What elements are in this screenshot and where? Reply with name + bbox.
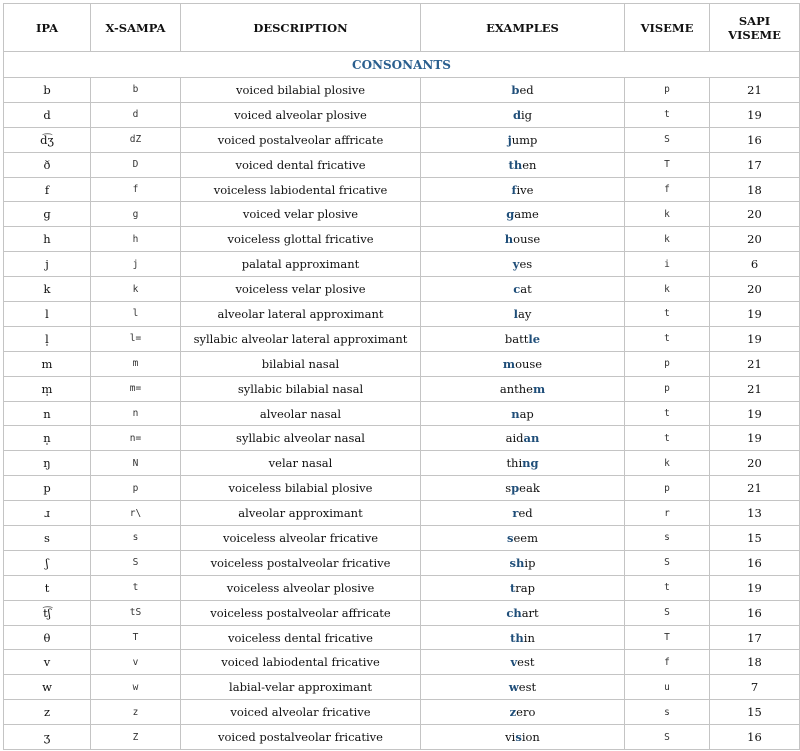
example-pre: vi	[505, 730, 516, 745]
example-post: at	[520, 282, 532, 297]
example-word	[421, 476, 625, 501]
viseme-code: i	[625, 252, 710, 277]
description-cell: syllabic alveolar nasal	[181, 426, 421, 451]
xsampa-code: b	[91, 78, 181, 103]
example-word	[421, 451, 625, 476]
table-row	[4, 700, 800, 725]
table-row	[4, 426, 800, 451]
example-hl: an	[523, 431, 540, 446]
example-word	[421, 501, 625, 526]
header-description: DESCRIPTION	[181, 4, 421, 52]
description-cell: palatal approximant	[181, 252, 421, 277]
header-ipa: IPA	[4, 4, 91, 52]
table-row	[4, 575, 800, 600]
header-xsampa: X-SAMPA	[91, 4, 181, 52]
example-pre: batt	[504, 331, 529, 346]
example-pre: thi	[506, 456, 523, 471]
sapi-viseme-number: 20	[710, 202, 800, 227]
ipa-symbol: m	[4, 351, 91, 376]
section-title: CONSONANTS	[4, 52, 800, 78]
description-cell: syllabic alveolar lateral approximant	[181, 326, 421, 351]
ipa-symbol: n̩	[4, 426, 91, 451]
example-post: ion	[521, 730, 540, 745]
sapi-viseme-number: 16	[710, 127, 800, 152]
description-cell: voiced alveolar plosive	[181, 102, 421, 127]
ipa-symbol: ɹ	[4, 501, 91, 526]
example-post: ig	[521, 107, 533, 122]
viseme-code: S	[625, 725, 710, 750]
table-row	[4, 326, 800, 351]
example-post: ump	[511, 132, 538, 147]
description-cell: voiceless velar plosive	[181, 277, 421, 302]
sapi-viseme-number: 17	[710, 152, 800, 177]
example-hl: l	[513, 306, 518, 321]
table-row	[4, 526, 800, 551]
viseme-code: t	[625, 426, 710, 451]
example-hl: b	[511, 82, 520, 97]
example-post: ero	[516, 705, 536, 720]
example-hl: g	[506, 207, 515, 222]
example-post: en	[522, 157, 537, 172]
ipa-symbol: ʒ	[4, 725, 91, 750]
table-row	[4, 227, 800, 252]
example-word	[421, 650, 625, 675]
table-row	[4, 376, 800, 401]
table-row	[4, 550, 800, 575]
description-cell: voiced alveolar fricative	[181, 700, 421, 725]
ipa-symbol: w	[4, 675, 91, 700]
ipa-symbol: ð	[4, 152, 91, 177]
example-post: es	[519, 257, 533, 272]
sapi-viseme-number: 21	[710, 476, 800, 501]
example-word	[421, 600, 625, 625]
xsampa-code: N	[91, 451, 181, 476]
header-viseme: VISEME	[625, 4, 710, 52]
description-cell: labial-velar approximant	[181, 675, 421, 700]
header-row	[4, 4, 800, 52]
table-row	[4, 78, 800, 103]
ipa-symbol: h	[4, 227, 91, 252]
viseme-code: p	[625, 351, 710, 376]
xsampa-code: m	[91, 351, 181, 376]
example-pre: s	[505, 481, 512, 496]
example-word	[421, 326, 625, 351]
xsampa-code: k	[91, 277, 181, 302]
ipa-symbol: l̩	[4, 326, 91, 351]
example-word	[421, 376, 625, 401]
example-post: art	[521, 605, 539, 620]
example-hl: th	[508, 157, 523, 172]
sapi-viseme-number: 20	[710, 227, 800, 252]
sapi-viseme-number: 19	[710, 426, 800, 451]
example-post: eak	[519, 481, 540, 496]
example-word	[421, 700, 625, 725]
xsampa-code: h	[91, 227, 181, 252]
example-hl: sh	[509, 555, 525, 570]
example-hl: d	[512, 107, 521, 122]
sapi-viseme-number: 19	[710, 326, 800, 351]
sapi-viseme-number: 16	[710, 725, 800, 750]
ipa-symbol: f	[4, 177, 91, 202]
description-cell: voiced dental fricative	[181, 152, 421, 177]
header-examples: EXAMPLES	[421, 4, 625, 52]
header-sapi-viseme	[710, 4, 800, 52]
sapi-viseme-number: 19	[710, 102, 800, 127]
description-cell: voiced postalveolar affricate	[181, 127, 421, 152]
sapi-viseme-number: 18	[710, 177, 800, 202]
xsampa-code: tS	[91, 600, 181, 625]
xsampa-code: S	[91, 550, 181, 575]
viseme-code: t	[625, 302, 710, 327]
viseme-code: f	[625, 650, 710, 675]
table-row	[4, 202, 800, 227]
sapi-viseme-number: 19	[710, 401, 800, 426]
ipa-symbol: d͡ʒ	[4, 127, 91, 152]
table-row	[4, 177, 800, 202]
sapi-viseme-number: 15	[710, 700, 800, 725]
viseme-code: u	[625, 675, 710, 700]
example-hl: t	[509, 580, 516, 595]
sapi-viseme-number: 18	[710, 650, 800, 675]
example-word	[421, 675, 625, 700]
sapi-viseme-number: 21	[710, 78, 800, 103]
header-sapi-line2: VISEME	[728, 27, 781, 42]
table-row	[4, 451, 800, 476]
example-pre: anthe	[499, 381, 533, 396]
ipa-table	[3, 3, 800, 750]
sapi-viseme-number: 17	[710, 625, 800, 650]
example-word	[421, 152, 625, 177]
description-cell: alveolar lateral approximant	[181, 302, 421, 327]
viseme-code: S	[625, 550, 710, 575]
table-row	[4, 675, 800, 700]
table-row	[4, 351, 800, 376]
description-cell: voiceless alveolar fricative	[181, 526, 421, 551]
xsampa-code: p	[91, 476, 181, 501]
description-cell: velar nasal	[181, 451, 421, 476]
description-cell: syllabic bilabial nasal	[181, 376, 421, 401]
xsampa-code: Z	[91, 725, 181, 750]
example-post: est	[517, 655, 535, 670]
example-hl: r	[512, 506, 519, 521]
description-cell: alveolar nasal	[181, 401, 421, 426]
example-word	[421, 252, 625, 277]
example-word	[421, 227, 625, 252]
table-row	[4, 152, 800, 177]
sapi-viseme-number: 21	[710, 351, 800, 376]
example-hl: ch	[506, 605, 522, 620]
example-post: eem	[513, 530, 538, 545]
ipa-symbol: p	[4, 476, 91, 501]
example-post: ame	[514, 207, 539, 222]
example-word	[421, 351, 625, 376]
example-word	[421, 625, 625, 650]
ipa-symbol: s	[4, 526, 91, 551]
example-hl: f	[511, 182, 517, 197]
example-hl: w	[508, 680, 519, 695]
xsampa-code: w	[91, 675, 181, 700]
table-row	[4, 625, 800, 650]
description-cell: voiceless postalveolar fricative	[181, 550, 421, 575]
sapi-viseme-number: 15	[710, 526, 800, 551]
description-cell: alveolar approximant	[181, 501, 421, 526]
table-row	[4, 127, 800, 152]
ipa-symbol: θ	[4, 625, 91, 650]
table-row	[4, 401, 800, 426]
table-row	[4, 476, 800, 501]
ipa-symbol: t	[4, 575, 91, 600]
example-word	[421, 78, 625, 103]
ipa-symbol: d	[4, 102, 91, 127]
sapi-viseme-number: 19	[710, 302, 800, 327]
viseme-code: S	[625, 600, 710, 625]
viseme-code: s	[625, 526, 710, 551]
xsampa-code: l=	[91, 326, 181, 351]
description-cell: voiceless glottal fricative	[181, 227, 421, 252]
xsampa-code: l	[91, 302, 181, 327]
section-row	[4, 52, 800, 78]
example-hl: s	[506, 530, 514, 545]
description-cell: voiced velar plosive	[181, 202, 421, 227]
description-cell: bilabial nasal	[181, 351, 421, 376]
viseme-code: p	[625, 476, 710, 501]
ipa-symbol: l	[4, 302, 91, 327]
description-cell: voiceless labiodental fricative	[181, 177, 421, 202]
description-cell: voiced labiodental fricative	[181, 650, 421, 675]
viseme-code: S	[625, 127, 710, 152]
sapi-viseme-number: 16	[710, 600, 800, 625]
example-post: ouse	[513, 232, 541, 247]
ipa-symbol: m̩	[4, 376, 91, 401]
table-row	[4, 102, 800, 127]
example-word	[421, 526, 625, 551]
example-post: est	[518, 680, 537, 695]
sapi-viseme-number: 20	[710, 451, 800, 476]
example-post: rap	[515, 580, 536, 595]
example-word	[421, 302, 625, 327]
sapi-viseme-number: 16	[710, 550, 800, 575]
example-word	[421, 202, 625, 227]
ipa-symbol: b	[4, 78, 91, 103]
example-word	[421, 127, 625, 152]
header-sapi-line1: SAPI	[738, 13, 771, 28]
xsampa-code: f	[91, 177, 181, 202]
ipa-symbol: z	[4, 700, 91, 725]
viseme-code: s	[625, 700, 710, 725]
xsampa-code: D	[91, 152, 181, 177]
example-word	[421, 177, 625, 202]
ipa-symbol: ʃ	[4, 550, 91, 575]
sapi-viseme-number: 6	[710, 252, 800, 277]
description-cell: voiceless postalveolar affricate	[181, 600, 421, 625]
example-hl: c	[513, 282, 521, 297]
description-cell: voiceless bilabial plosive	[181, 476, 421, 501]
description-cell: voiceless dental fricative	[181, 625, 421, 650]
sapi-viseme-number: 7	[710, 675, 800, 700]
example-hl: n	[511, 406, 520, 421]
example-hl: h	[504, 232, 514, 247]
xsampa-code: g	[91, 202, 181, 227]
ipa-symbol: k	[4, 277, 91, 302]
xsampa-code: j	[91, 252, 181, 277]
description-cell: voiced postalveolar fricative	[181, 725, 421, 750]
xsampa-code: z	[91, 700, 181, 725]
xsampa-code: n	[91, 401, 181, 426]
example-hl: ng	[522, 456, 539, 471]
table-row	[4, 302, 800, 327]
viseme-code: T	[625, 152, 710, 177]
example-post: in	[523, 630, 535, 645]
example-pre: aid	[505, 431, 524, 446]
example-hl: z	[509, 705, 517, 720]
example-hl: m	[532, 381, 546, 396]
example-word	[421, 401, 625, 426]
example-post: ed	[519, 82, 534, 97]
example-word	[421, 102, 625, 127]
viseme-code: k	[625, 451, 710, 476]
example-word	[421, 277, 625, 302]
table-row	[4, 252, 800, 277]
ipa-symbol: t͡ʃ	[4, 600, 91, 625]
example-hl: y	[512, 257, 520, 272]
viseme-code: t	[625, 102, 710, 127]
example-post: ive	[516, 182, 534, 197]
ipa-symbol: j	[4, 252, 91, 277]
example-post: ip	[524, 555, 536, 570]
example-hl: s	[515, 730, 522, 745]
viseme-code: t	[625, 401, 710, 426]
sapi-viseme-number: 13	[710, 501, 800, 526]
xsampa-code: v	[91, 650, 181, 675]
example-hl: th	[510, 630, 524, 645]
xsampa-code: t	[91, 575, 181, 600]
example-word	[421, 725, 625, 750]
xsampa-code: d	[91, 102, 181, 127]
example-word	[421, 575, 625, 600]
example-hl: le	[528, 331, 541, 346]
viseme-code: k	[625, 227, 710, 252]
table-row	[4, 277, 800, 302]
xsampa-code: s	[91, 526, 181, 551]
xsampa-code: r\	[91, 501, 181, 526]
ipa-symbol: n	[4, 401, 91, 426]
description-cell: voiced bilabial plosive	[181, 78, 421, 103]
viseme-code: r	[625, 501, 710, 526]
xsampa-code: m=	[91, 376, 181, 401]
xsampa-code: T	[91, 625, 181, 650]
viseme-code: T	[625, 625, 710, 650]
viseme-code: t	[625, 575, 710, 600]
example-post: ouse	[515, 356, 543, 371]
example-post: ap	[519, 406, 534, 421]
viseme-code: k	[625, 202, 710, 227]
viseme-code: p	[625, 78, 710, 103]
xsampa-code: dZ	[91, 127, 181, 152]
example-post: ay	[518, 306, 532, 321]
example-hl: j	[507, 132, 512, 147]
table-row	[4, 501, 800, 526]
sapi-viseme-number: 21	[710, 376, 800, 401]
ipa-symbol: v	[4, 650, 91, 675]
example-post: ed	[518, 506, 533, 521]
example-word	[421, 426, 625, 451]
example-word	[421, 550, 625, 575]
example-hl: p	[511, 481, 520, 496]
example-hl: v	[510, 655, 518, 670]
sapi-viseme-number: 19	[710, 575, 800, 600]
viseme-code: f	[625, 177, 710, 202]
viseme-code: k	[625, 277, 710, 302]
ipa-symbol: ŋ	[4, 451, 91, 476]
table-row	[4, 600, 800, 625]
ipa-symbol: ɡ	[4, 202, 91, 227]
viseme-code: p	[625, 376, 710, 401]
xsampa-code: n=	[91, 426, 181, 451]
description-cell: voiceless alveolar plosive	[181, 575, 421, 600]
table-row	[4, 725, 800, 750]
viseme-code: t	[625, 326, 710, 351]
table-row	[4, 650, 800, 675]
example-hl: m	[502, 356, 516, 371]
sapi-viseme-number: 20	[710, 277, 800, 302]
